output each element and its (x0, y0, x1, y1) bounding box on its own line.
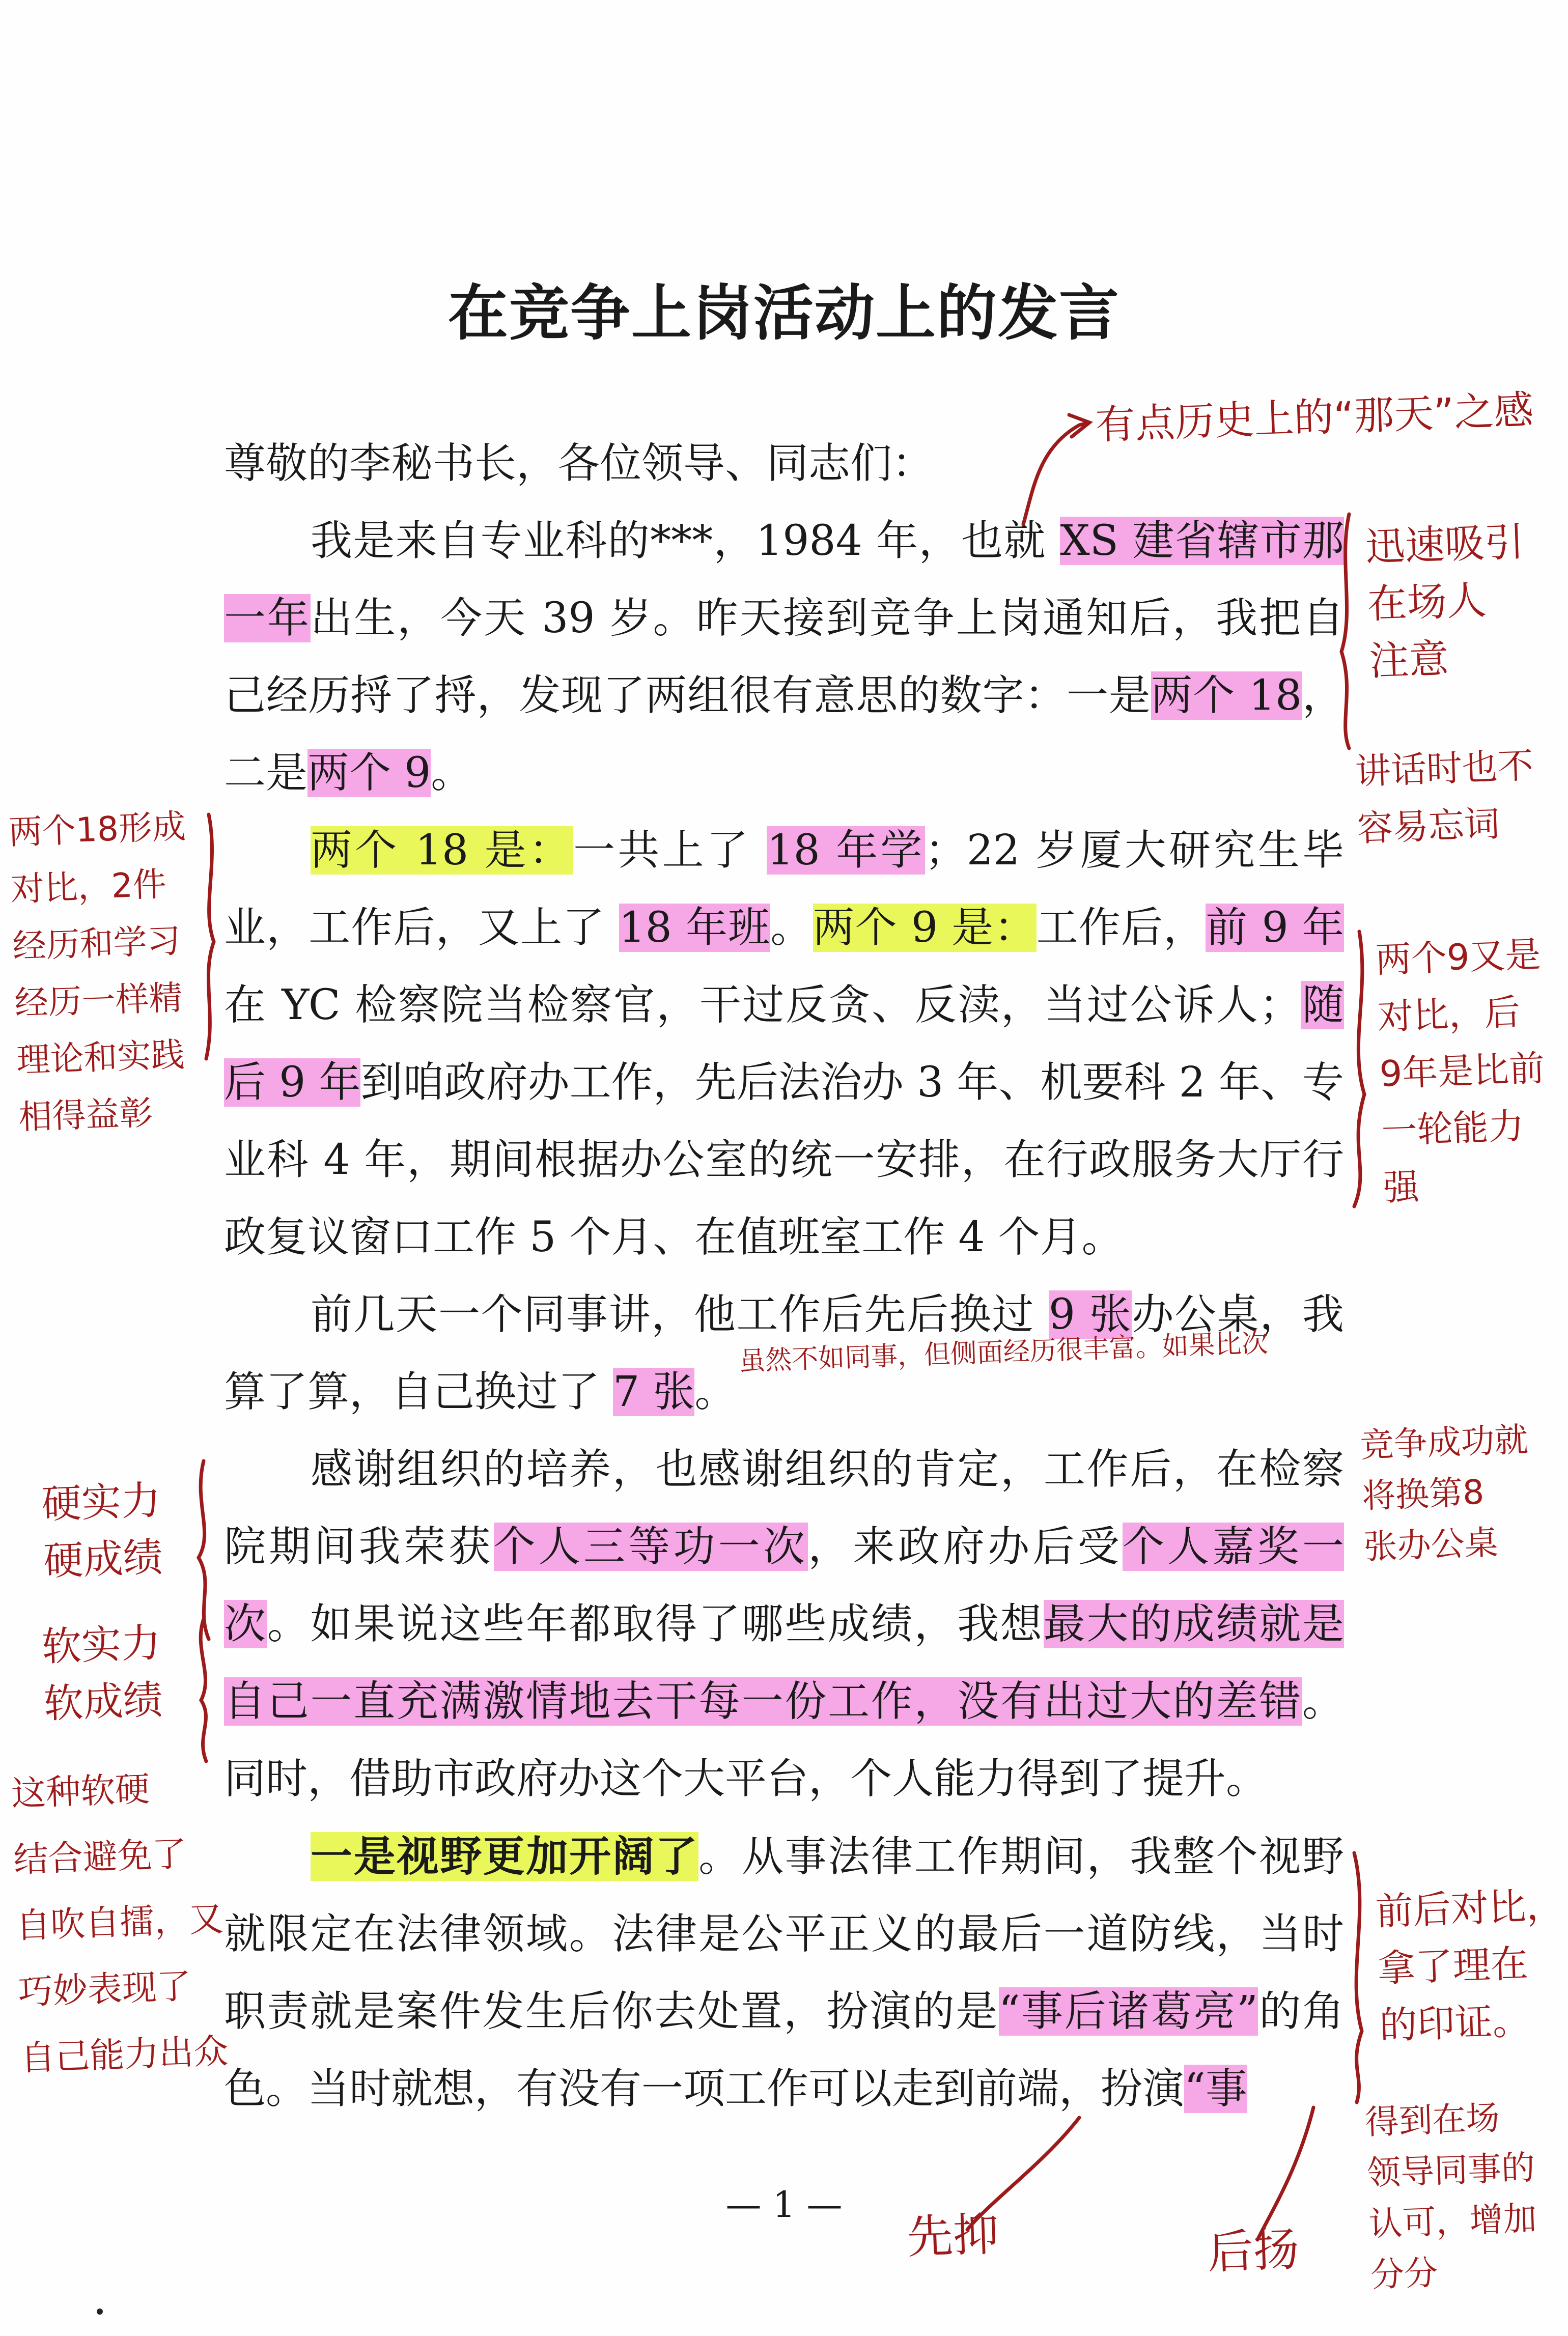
annotation-line: 前后对比， (1375, 1883, 1565, 1934)
bracket-left-2 (199, 1461, 209, 1639)
annotation-line: 经历和学习 (12, 921, 181, 966)
text-run: 到咱政府办工作，先后法治办 3 年、机要科 2 年、专业科 4 年，期间根据办公室的统一安排，在行政服务大厅行政复议窗口工作 5 个月、在值班室工作 4 个月。 (224, 1058, 1344, 1261)
annotation-line: 先抑 (906, 2207, 1000, 2264)
annotation-line: 两个9又是 (1375, 933, 1542, 981)
annotation-line: 自己能力出众 (20, 2031, 229, 2079)
highlight-yellow: 一是视野更加开阔了 (311, 1832, 699, 1881)
paragraph-4 (224, 1431, 1344, 1818)
annotation-line: 经历一样精 (14, 978, 183, 1023)
annotation-left-1 (8, 798, 197, 1146)
annotation-line: 张办公桌 (1363, 1523, 1499, 1567)
highlight-pink: “事 (1184, 2065, 1247, 2113)
paragraph-1 (224, 502, 1344, 812)
highlight-pink: 随后 9 年 (224, 981, 1344, 1107)
annotation-line: 相得益彰 (18, 1093, 154, 1137)
highlight-pink: 18 年班 (619, 904, 771, 952)
highlight-pink: 7 张 (613, 1368, 695, 1416)
text-run: 。同时，借助市政府办这个大平台，个人能力得到了提升。 (224, 1677, 1344, 1803)
annotation-line: 巧妙表现了 (17, 1966, 192, 2013)
annotation-line: 一轮能力 (1381, 1105, 1525, 1152)
text-run: 前几天一个同事讲，他工作后先后换过 (311, 1290, 1049, 1339)
highlight-pink: 9 张 (1048, 1290, 1132, 1339)
annotation-line: 竞争成功就 (1359, 1420, 1529, 1465)
text-run: 。如果说这些年都取得了哪些成绩，我想 (267, 1600, 1044, 1648)
paragraph-5 (224, 1818, 1344, 2128)
text-run: 工作后， (1036, 904, 1206, 952)
document-body (224, 425, 1344, 2128)
text-run: 。 (770, 904, 813, 952)
document-title: 在竞争上岗活动上的发言 (447, 277, 1120, 348)
ink-dot (97, 2309, 103, 2315)
text-run: ，二是 (224, 671, 1344, 797)
annotation-line: 虽然不如同事，但侧面经历很丰富。如果比次 (738, 1328, 1269, 1377)
annotation-line: 软成绩 (43, 1677, 164, 1727)
annotation-line: 讲话时也不 (1354, 744, 1534, 793)
annotation-line: 软实力 (41, 1620, 162, 1670)
text-run: 感谢组织的培养，也感谢组织的肯定，工作后，在检察院期间我荣获 (224, 1445, 1344, 1571)
annotation-bottom-2 (1207, 2221, 1300, 2282)
annotation-left-2 (41, 1472, 164, 1590)
annotation-line: 的印证。 (1379, 1999, 1531, 2048)
text-run: 办公桌，我算了算，自己换过了 (224, 1290, 1344, 1416)
page-number: — 1 — (725, 2184, 843, 2226)
annotation-line: 迅速吸引 (1364, 519, 1525, 571)
annotation-line: 有点历史上的“那天”之感 (1095, 387, 1534, 448)
annotation-line: 硬实力 (41, 1477, 162, 1528)
text-run: 我是来自专业科的***，1984 年，也就 (311, 517, 1060, 565)
bracket-right-5 (1354, 1853, 1362, 2102)
annotation-line: 自吹自擂，又 (15, 1899, 225, 1947)
annotation-right-1 (1364, 514, 1529, 690)
annotation-line: 领导同事的 (1366, 2148, 1536, 2193)
highlight-pink: 个人嘉奖一次 (224, 1523, 1344, 1648)
annotation-line: 对比，2件 (10, 864, 167, 909)
salutation: 尊敬的李秘书长，各位领导、同志们： (224, 439, 934, 488)
annotation-line: 这种软硬 (10, 1769, 151, 1814)
annotation-right-5 (1375, 1877, 1568, 2054)
annotation-left-3 (41, 1615, 164, 1733)
text-run: 的角色。当时就想，有没有一项工作可以走到前端，扮演 (224, 1987, 1344, 2113)
highlight-pink: 个人三等功一次 (493, 1523, 808, 1571)
highlight-pink: 前 9 年 (1206, 904, 1344, 952)
annotation-left-4 (10, 1754, 229, 2092)
highlight-pink: 两个 9 (307, 749, 431, 797)
highlight-pink: “事后诸葛亮” (998, 1987, 1258, 2036)
annotation-line: 注意 (1368, 636, 1450, 685)
annotation-line: 结合避免了 (13, 1834, 187, 1880)
text-run: 。 (694, 1368, 737, 1416)
annotation-right-6 (1364, 2091, 1539, 2300)
annotation-line: 强 (1383, 1166, 1420, 1209)
annotation-line: 在场人 (1366, 577, 1488, 628)
annotation-line: 容易忘词 (1356, 803, 1501, 850)
text-run: 。 (431, 749, 473, 797)
paragraph-2 (224, 812, 1344, 1276)
highlight-pink: 18 年学 (767, 826, 925, 875)
text-run: 在 YC 检察院当检察官，干过反贪、反渎，当过公诉人； (224, 981, 1301, 1029)
annotation-line: 两个18形成 (8, 806, 187, 852)
bracket-right-3 (1354, 932, 1364, 1206)
highlight-yellow: 两个 9 是： (813, 904, 1037, 952)
text-run: ；22 岁厦大研究生毕业，工作后，又上了 (224, 826, 1344, 952)
annotation-line: 对比，后 (1377, 991, 1521, 1038)
annotation-line: 9年是比前 (1379, 1047, 1546, 1095)
annotation-line: 理论和实践 (16, 1035, 185, 1080)
annotation-line: 后扬 (1207, 2222, 1300, 2279)
annotation-right-4 (1359, 1414, 1532, 1572)
annotation-bottom-1 (906, 2206, 1000, 2266)
annotation-right-3 (1375, 926, 1550, 1217)
text-run: 出生，今天 39 岁。昨天接到竞争上岗通知后，我把自己经历捋了捋，发现了两组很有意思的数字：一是 (224, 594, 1344, 720)
annotation-line: 将换第8 (1361, 1472, 1485, 1516)
annotation-line: 得到在场 (1364, 2098, 1500, 2142)
bracket-left-3 (201, 1619, 206, 1761)
annotation-right-2 (1354, 737, 1536, 857)
annotation-line: 分分 (1369, 2253, 1439, 2295)
highlight-yellow: 两个 18 是： (311, 826, 574, 875)
text-run: 一共上了 (573, 826, 767, 875)
annotation-line: 拿了理在 (1377, 1941, 1529, 1991)
highlight-pink: 最大的成绩就是自己一直充满激情地去干每一份工作，没有出过大的差错 (224, 1600, 1344, 1726)
annotation-top-right (1095, 382, 1534, 454)
highlight-pink: 两个 18 (1151, 671, 1302, 720)
text-run: ，来政府办后受 (808, 1523, 1123, 1571)
bracket-left-1 (206, 814, 214, 1059)
annotation-line: 硬成绩 (43, 1534, 164, 1585)
annotation-line: 认可，增加 (1368, 2199, 1537, 2244)
highlight-pink: XS 建省辖市那一年 (224, 517, 1344, 642)
text-run: 。从事法律工作期间，我整个视野就限定在法律领域。法律是公平正义的最后一道防线，当时职责就是案件发生后你去处置，扮演的是 (224, 1833, 1344, 2036)
